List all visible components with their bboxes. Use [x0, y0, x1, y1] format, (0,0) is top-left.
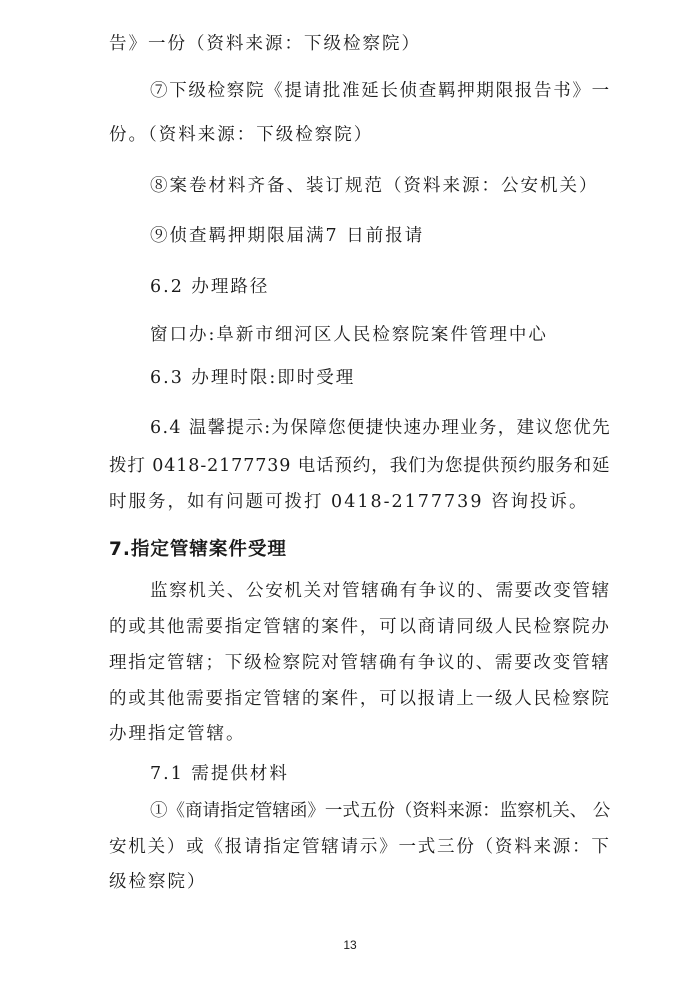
text-line: 窗口办:阜新市细河区人民检察院案件管理中心 [150, 325, 548, 345]
text-line: 级检察院） [109, 872, 207, 892]
section-heading-7: 7.指定管辖案件受理 [109, 539, 287, 560]
section-heading-6-2: 6.2 办理路径 [150, 277, 270, 297]
section-heading-6-3: 6.3 办理时限:即时受理 [150, 368, 356, 388]
text-line: ①《商请指定管辖函》一式五份（资料来源：监察机关、 公 [150, 801, 611, 821]
text-line: 的或其他需要指定管辖的案件，可以商请同级人民检察院办 [109, 617, 611, 637]
text-line: 安机关）或《报请指定管辖请示》一式三份（资料来源：下 [109, 837, 611, 857]
text-line: 的或其他需要指定管辖的案件，可以报请上一级人民检察院 [109, 689, 611, 709]
text-line: ⑦下级检察院《提请批准延长侦查羁押期限报告书》一 [150, 81, 611, 101]
section-heading-7-1: 7.1 需提供材料 [150, 764, 289, 784]
text-line: ⑧案卷材料齐备、装订规范（资料来源：公安机关） [150, 176, 599, 196]
text-line: 办理指定管辖。 [109, 724, 246, 744]
section-heading-6-4: 6.4 温馨提示:为保障您便捷快速办理业务，建议您优先 [150, 418, 611, 438]
text-line: 拨打 0418-2177739 电话预约，我们为您提供预约服务和延 [109, 456, 611, 476]
text-line: ⑨侦查羁押期限届满7 日前报请 [150, 226, 425, 246]
text-line: 份。（资料来源：下级检察院） [109, 125, 374, 145]
text-line: 时服务，如有问题可拨打 0418-2177739 咨询投诉。 [109, 492, 589, 512]
page-number: 13 [343, 938, 357, 952]
text-line: 理指定管辖；下级检察院对管辖确有争议的、需要改变管辖 [109, 653, 611, 673]
text-line: 监察机关、公安机关对管辖确有争议的、需要改变管辖 [150, 581, 611, 601]
text-line: 告》一份（资料来源：下级检察院） [109, 34, 421, 54]
